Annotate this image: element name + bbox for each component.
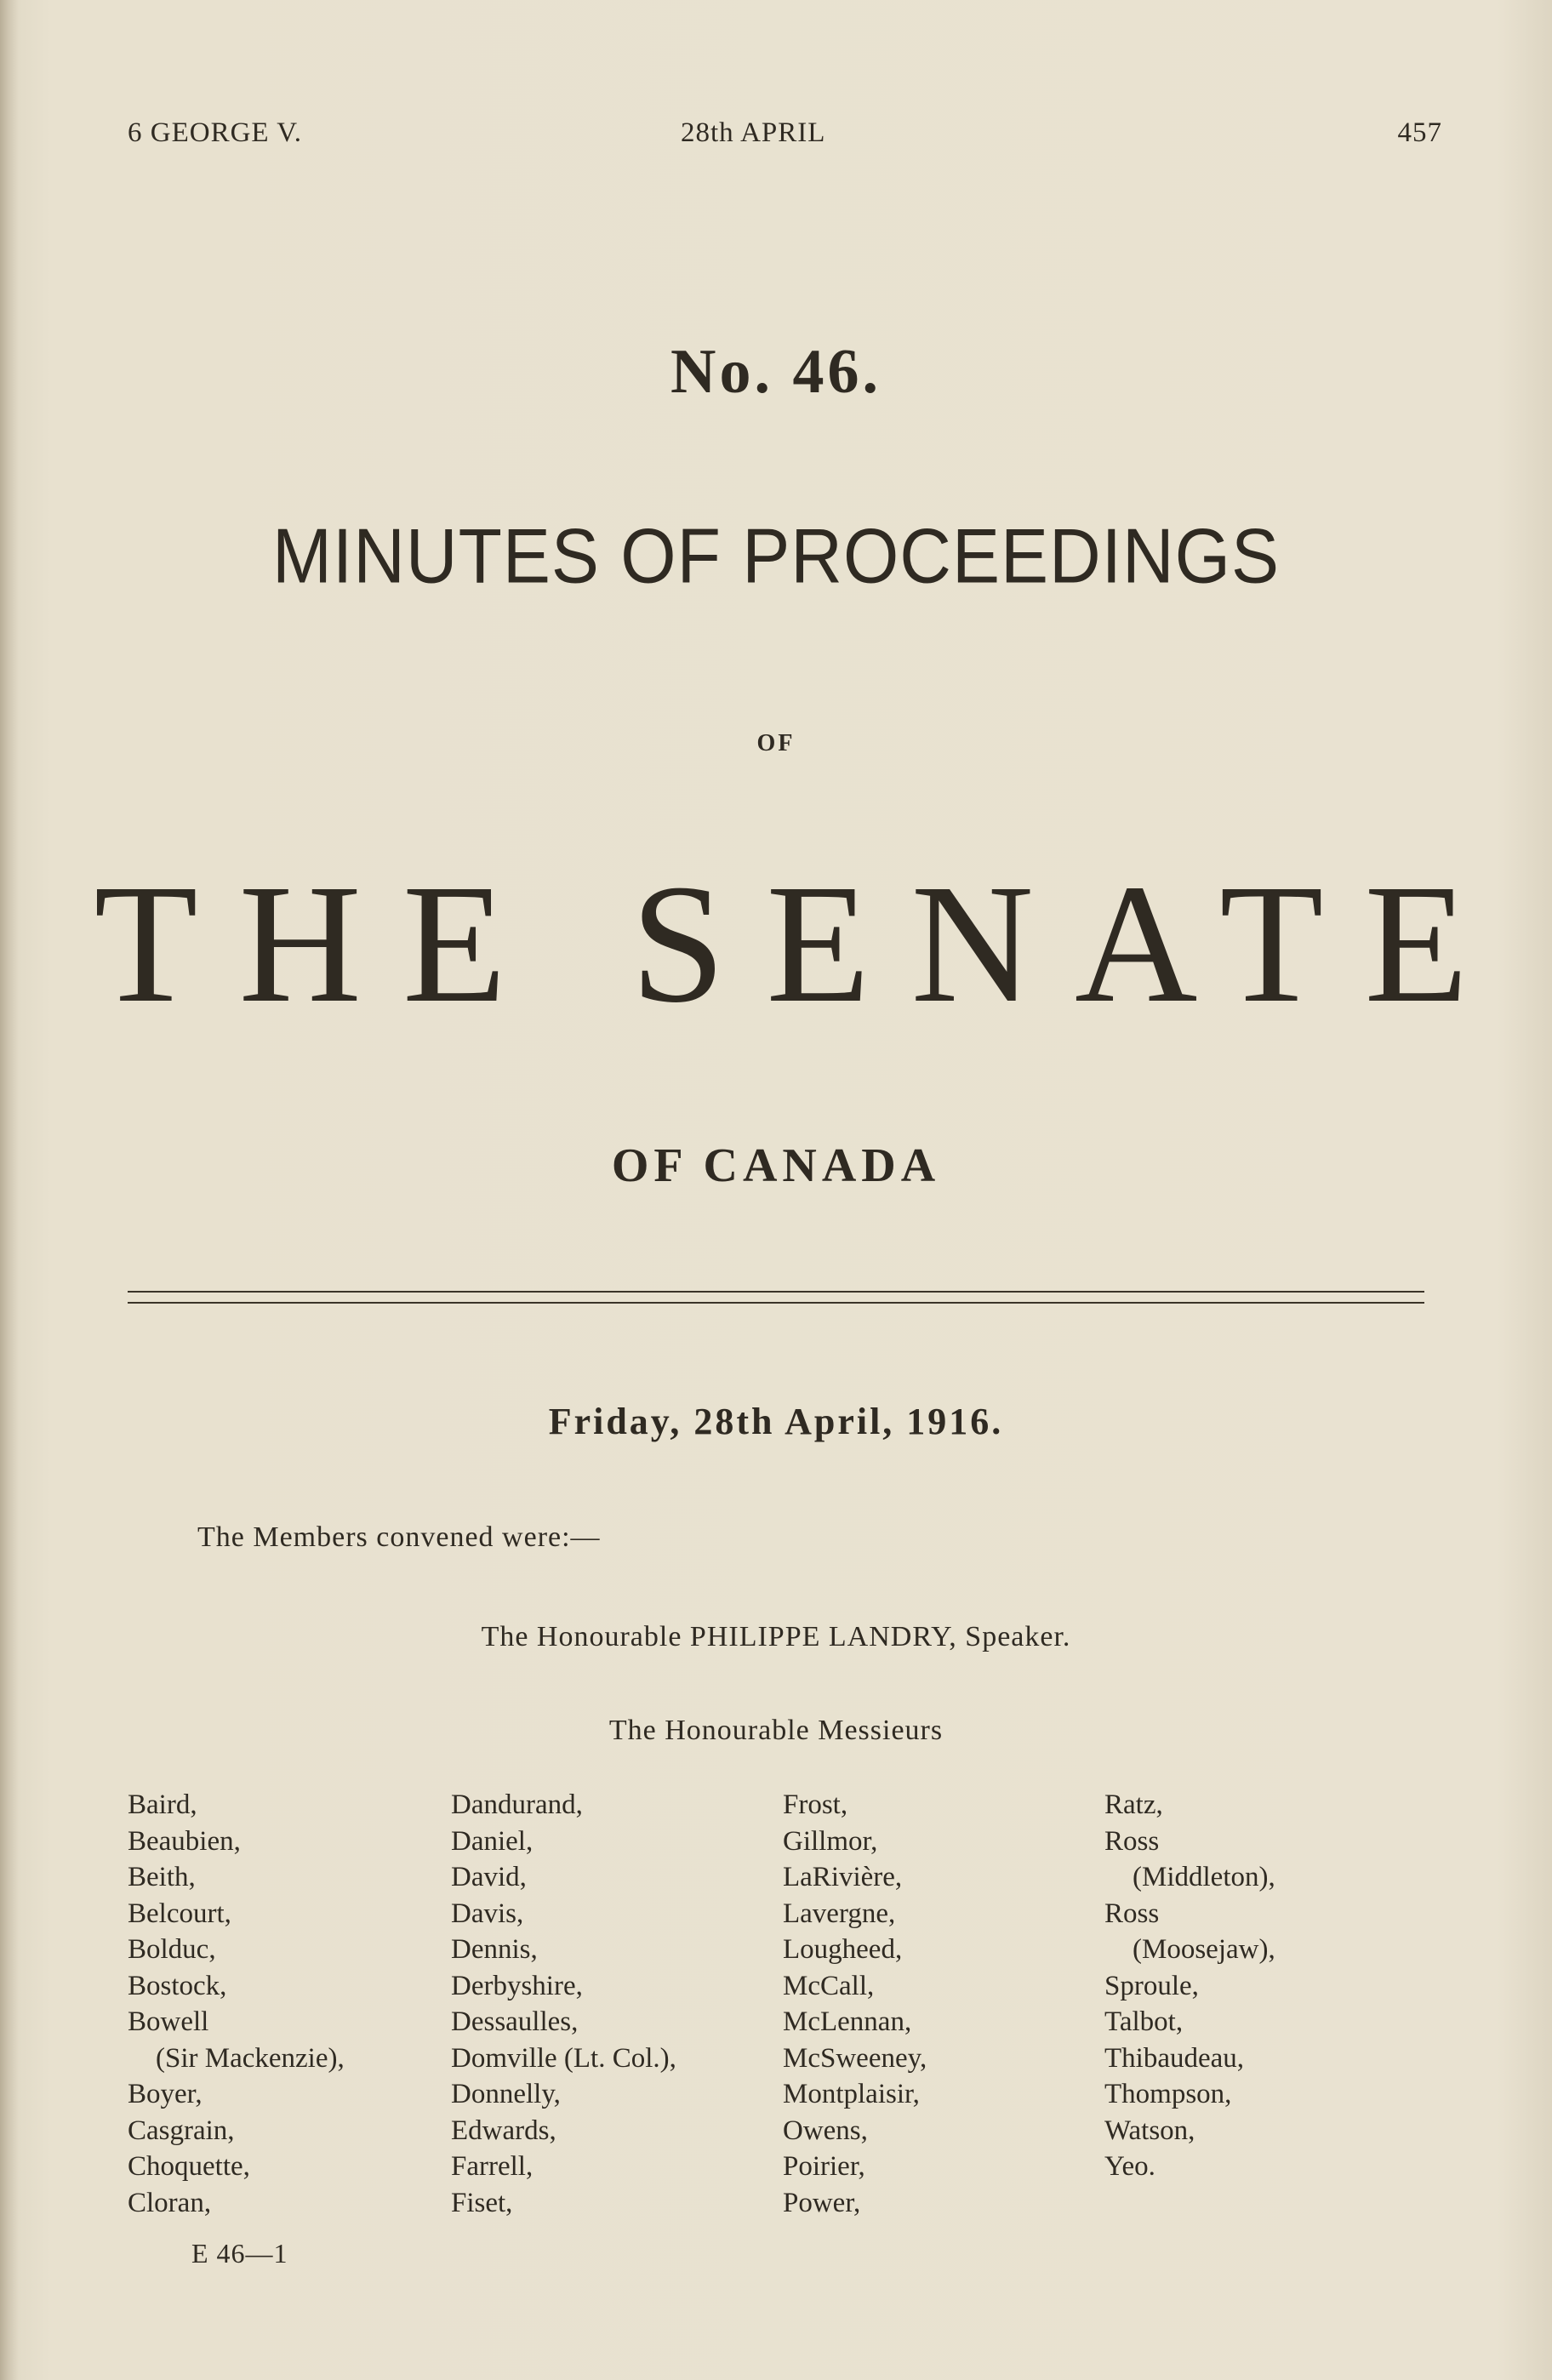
member-name: (Middleton), (1104, 1862, 1275, 1892)
header-regnal-year: 6 GEORGE V. (128, 117, 303, 148)
member-name: Poirier, (783, 2151, 865, 2182)
member-name: Talbot, (1104, 2006, 1184, 2037)
member-name: Domville (Lt. Col.), (451, 2042, 676, 2074)
member-name: (Sir Mackenzie), (128, 2042, 345, 2074)
member-name: Choquette, (128, 2151, 250, 2182)
member-name: Davis, (451, 1898, 524, 1929)
member-name: Yeo. (1104, 2151, 1155, 2182)
member-name: Bolduc, (128, 1934, 216, 1965)
member-name: Sproule, (1104, 1970, 1199, 2001)
member-name: McSweeney, (783, 2042, 927, 2074)
member-name: LaRivière, (783, 1862, 903, 1892)
member-name: Farrell, (451, 2151, 534, 2182)
page-number: 457 (1397, 117, 1442, 148)
member-name: David, (451, 1862, 527, 1892)
member-name: Bowell (128, 2006, 209, 2037)
member-name: Derbyshire, (451, 1970, 583, 2001)
member-name: Ratz, (1104, 1789, 1163, 1820)
member-name: Cloran, (128, 2187, 212, 2218)
senate-heading: THE SENATE (94, 850, 1509, 1038)
member-name: Dessaulles, (451, 2006, 579, 2037)
member-name: Gillmor, (783, 1825, 878, 1857)
member-name: Beith, (128, 1862, 196, 1892)
member-name: McLennan, (783, 2006, 912, 2037)
member-name: Casgrain, (128, 2115, 235, 2146)
member-name: Boyer, (128, 2079, 203, 2109)
messieurs-heading: The Honourable Messieurs (608, 1715, 944, 1746)
member-name: Baird, (128, 1789, 197, 1820)
member-name: Thompson, (1104, 2079, 1232, 2109)
member-name: Edwards, (451, 2115, 556, 2146)
member-name: Lougheed, (783, 1934, 903, 1965)
member-name: Lavergne, (783, 1898, 896, 1929)
member-name: Dandurand, (451, 1789, 583, 1820)
member-name: Power, (783, 2187, 861, 2218)
running-header (128, 117, 1442, 155)
members-list (128, 1787, 1455, 2246)
member-name: Bostock, (128, 1970, 227, 2001)
canada-heading: OF CANADA (611, 1139, 941, 1192)
members-column-4 (1104, 1787, 1275, 2185)
member-name: McCall, (783, 1970, 875, 2001)
divider-rule (128, 1291, 1424, 1293)
members-convened-line: The Members convened were:— (197, 1521, 601, 1553)
of-label: OF (756, 730, 796, 756)
speaker-line: The Honourable PHILIPPE LANDRY, Speaker. (481, 1621, 1071, 1652)
member-name: Ross (1104, 1898, 1160, 1929)
members-column-1 (128, 1787, 345, 2221)
member-name: Montplaisir, (783, 2079, 920, 2109)
member-name: Ross (1104, 1825, 1160, 1857)
sitting-date: Friday, 28th April, 1916. (548, 1401, 1004, 1442)
divider-rule (128, 1302, 1424, 1304)
minutes-heading: MINUTES OF PROCEEDINGS (271, 512, 1281, 599)
issue-number: No. 46. (670, 337, 882, 407)
member-name: Daniel, (451, 1825, 534, 1857)
member-name: Watson, (1104, 2115, 1195, 2146)
member-name: Belcourt, (128, 1898, 231, 1929)
member-name: Thibaudeau, (1104, 2042, 1245, 2074)
member-name: Fiset, (451, 2187, 513, 2218)
header-date: 28th APRIL (681, 117, 826, 148)
member-name: Donnelly, (451, 2079, 561, 2109)
member-name: Frost, (783, 1789, 848, 1820)
signature-mark: E 46—1 (191, 2238, 288, 2269)
members-column-3 (783, 1787, 927, 2221)
member-name: Owens, (783, 2115, 868, 2146)
members-column-2 (451, 1787, 676, 2221)
member-name: (Moosejaw), (1104, 1934, 1275, 1965)
member-name: Beaubien, (128, 1825, 241, 1857)
member-name: Dennis, (451, 1934, 538, 1965)
